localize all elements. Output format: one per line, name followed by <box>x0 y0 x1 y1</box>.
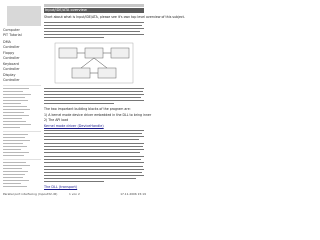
paragraph-line <box>44 130 144 131</box>
sidebar-divider <box>3 131 41 132</box>
sidebar-link[interactable] <box>3 140 30 141</box>
paragraph-line <box>44 159 141 160</box>
sidebar-link[interactable] <box>3 94 31 95</box>
sidebar-link[interactable] <box>3 149 21 150</box>
diagram-block <box>111 48 129 58</box>
paragraph-line <box>44 88 144 89</box>
sidebar-link[interactable] <box>3 103 21 104</box>
document-page <box>0 0 185 198</box>
top-banner <box>44 4 144 7</box>
section-heading-kernel-driver[interactable]: Kernel mode driver (DeviceHandle) <box>44 124 104 128</box>
sidebar-item-keyboard[interactable]: Keyboard <box>3 62 19 66</box>
footer-page-number: 1 von 2 <box>69 192 80 196</box>
sidebar-item-dma[interactable]: DMA <box>3 40 11 44</box>
paragraph-line <box>44 178 136 179</box>
paragraph-line <box>44 31 140 32</box>
sidebar-item-pit-tutorial[interactable]: PIT Tutorial <box>3 33 22 37</box>
sidebar-link[interactable] <box>3 162 26 163</box>
footer-title: Parallel port interfacing (Inpout32.dll) <box>3 192 58 196</box>
architecture-diagram <box>54 42 134 84</box>
sidebar-link[interactable] <box>3 112 24 113</box>
diagram-block <box>98 68 116 78</box>
sidebar-link[interactable] <box>3 100 28 101</box>
sidebar-link[interactable] <box>3 186 27 187</box>
sidebar-link[interactable] <box>3 109 30 110</box>
sidebar-link[interactable] <box>3 165 30 166</box>
paragraph-line <box>44 172 142 173</box>
paragraph-line <box>44 156 144 157</box>
sidebar-nav <box>3 4 43 190</box>
paragraph-line <box>44 100 144 101</box>
sidebar-link[interactable] <box>3 127 20 128</box>
sidebar-link[interactable] <box>3 143 23 144</box>
paragraph-line <box>44 103 114 104</box>
sidebar-link[interactable] <box>3 88 29 89</box>
sidebar-link[interactable] <box>3 124 31 125</box>
sidebar-link[interactable] <box>3 118 22 119</box>
paragraph-line <box>44 133 142 134</box>
sidebar-link[interactable] <box>3 91 23 92</box>
paragraph-line <box>44 34 144 35</box>
paragraph-line <box>44 149 144 150</box>
paragraph-line <box>44 139 139 140</box>
paragraph-line <box>44 94 144 95</box>
diagram-connector <box>81 58 94 68</box>
footer-timestamp: 17.11.2006 15:19 <box>120 192 146 196</box>
sidebar-item-floppy-controller[interactable]: Controller <box>3 56 20 60</box>
sidebar-item-display[interactable]: Display <box>3 73 16 77</box>
sidebar-link[interactable] <box>3 177 23 178</box>
sidebar-link[interactable] <box>3 183 21 184</box>
sidebar-item-keyboard-controller[interactable]: Controller <box>3 67 20 71</box>
sidebar-item-display-controller[interactable]: Controller <box>3 78 20 82</box>
paragraph-line <box>44 97 141 98</box>
sidebar-item-computer[interactable]: Computer <box>3 28 20 32</box>
diagram-block <box>59 48 77 58</box>
diagram-block <box>72 68 90 78</box>
diagram-block <box>85 48 103 58</box>
sidebar-link[interactable] <box>3 168 22 169</box>
site-logo <box>7 6 41 26</box>
paragraph-line <box>44 169 144 170</box>
paragraph-line <box>44 162 144 163</box>
list-item: 1) A kernel mode device driver embedded in the DLL to bring inner <box>44 113 152 117</box>
paragraph-line <box>44 146 143 147</box>
list-item: 2) The API load <box>44 118 69 122</box>
sidebar-link[interactable] <box>3 180 29 181</box>
paragraph-line <box>44 143 144 144</box>
paragraph-line <box>44 37 104 38</box>
paragraph-line <box>44 136 144 137</box>
section-heading-dll[interactable]: The DLL (transport) <box>44 185 78 189</box>
page-title: Input/IDE/ATA overview <box>44 8 144 13</box>
list-intro: The two important building blocks of the program are: <box>44 107 131 111</box>
sidebar-link[interactable] <box>3 171 28 172</box>
diagram-connector <box>94 58 107 68</box>
paragraph-line <box>44 91 143 92</box>
sidebar-link[interactable] <box>3 106 27 107</box>
sidebar-link[interactable] <box>3 146 27 147</box>
sidebar-divider <box>3 159 41 160</box>
page-footer <box>3 192 146 196</box>
sidebar-link[interactable] <box>3 137 25 138</box>
paragraph-line <box>44 181 104 182</box>
paragraph-line <box>44 25 142 26</box>
sidebar-link[interactable] <box>3 155 24 156</box>
sidebar-link[interactable] <box>3 97 25 98</box>
sidebar-item-dma-controller[interactable]: Controller <box>3 45 20 49</box>
paragraph-line <box>44 22 144 23</box>
paragraph-line <box>44 175 144 176</box>
paragraph-line <box>44 28 144 29</box>
sidebar-link[interactable] <box>3 134 28 135</box>
paragraph-line <box>44 166 143 167</box>
intro-text: Short about what is Input/IDE/ATA, please see it's own top level overview of this subject. <box>44 15 185 19</box>
sidebar-link[interactable] <box>3 152 29 153</box>
sidebar-link[interactable] <box>3 115 29 116</box>
paragraph-line <box>44 152 140 153</box>
sidebar-divider <box>3 85 41 86</box>
sidebar-item-floppy[interactable]: Floppy <box>3 51 15 55</box>
sidebar-link[interactable] <box>3 174 25 175</box>
article-content <box>44 4 185 190</box>
sidebar-link[interactable] <box>3 121 26 122</box>
